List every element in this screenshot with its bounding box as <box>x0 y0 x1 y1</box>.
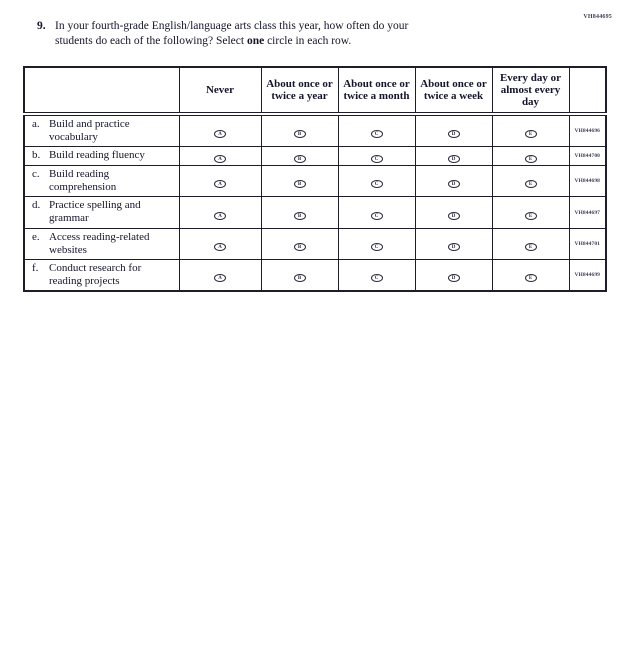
cell-every-day <box>492 229 569 260</box>
row-letter: c. <box>32 168 40 180</box>
header-empty-label-cell <box>24 67 179 114</box>
row-letter: d. <box>32 199 41 211</box>
header-col-week: About once or twice a week <box>415 67 492 114</box>
answer-bubble-every-day[interactable]: E <box>525 155 537 163</box>
row-accession-code: VH844698 <box>569 166 606 197</box>
table-row <box>24 114 606 147</box>
cell-once-twice-month <box>338 260 415 292</box>
answer-bubble-never[interactable]: A <box>214 243 226 251</box>
answer-bubble-never[interactable]: A <box>214 155 226 163</box>
cell-once-twice-week <box>415 147 492 166</box>
answer-bubble-month[interactable]: C <box>371 180 383 188</box>
cell-once-twice-week <box>415 260 492 292</box>
row-label-cell <box>24 147 179 166</box>
row-accession-code: VH844696 <box>569 114 606 147</box>
question-line2-bold: one <box>246 34 265 47</box>
cell-once-twice-month <box>338 166 415 197</box>
table-row <box>24 260 606 292</box>
cell-every-day <box>492 260 569 292</box>
question-line1: In your fourth-grade English/language arts class this year, how often do your <box>55 20 409 32</box>
cell-once-twice-year <box>261 229 338 260</box>
answer-bubble-never[interactable]: A <box>214 180 226 188</box>
answer-bubble-week[interactable]: D <box>448 212 460 220</box>
cell-never <box>179 147 261 166</box>
question-block <box>37 19 557 48</box>
answer-bubble-month[interactable]: C <box>371 212 383 220</box>
answer-bubble-every-day[interactable]: E <box>525 274 537 282</box>
cell-every-day <box>492 197 569 229</box>
row-accession-code: VH844699 <box>569 260 606 292</box>
answer-bubble-week[interactable]: D <box>448 155 460 163</box>
row-letter: f. <box>32 262 39 274</box>
answer-bubble-every-day[interactable]: E <box>525 243 537 251</box>
answer-bubble-year[interactable]: B <box>294 130 306 138</box>
row-label: Build reading fluency <box>49 149 145 161</box>
header-empty-code-cell <box>569 67 606 114</box>
row-label: Practice spelling and grammar <box>49 199 141 224</box>
answer-bubble-every-day[interactable]: E <box>525 212 537 220</box>
cell-once-twice-year <box>261 197 338 229</box>
row-label-cell <box>24 114 179 147</box>
table-row <box>24 166 606 197</box>
header-col-month: About once or twice a month <box>338 67 415 114</box>
answer-bubble-never[interactable]: A <box>214 130 226 138</box>
answer-bubble-week[interactable]: D <box>448 274 460 282</box>
answer-bubble-month[interactable]: C <box>371 274 383 282</box>
row-letter: b. <box>32 149 41 161</box>
answer-bubble-year[interactable]: B <box>294 180 306 188</box>
question-number: 9. <box>37 20 46 32</box>
cell-once-twice-week <box>415 166 492 197</box>
row-label: Conduct research for reading projects <box>49 262 142 287</box>
answer-bubble-week[interactable]: D <box>448 130 460 138</box>
answer-bubble-year[interactable]: B <box>294 212 306 220</box>
cell-once-twice-week <box>415 197 492 229</box>
cell-every-day <box>492 114 569 147</box>
cell-once-twice-year <box>261 114 338 147</box>
answer-bubble-never[interactable]: A <box>214 274 226 282</box>
cell-never <box>179 260 261 292</box>
cell-once-twice-week <box>415 114 492 147</box>
cell-every-day <box>492 166 569 197</box>
cell-never <box>179 114 261 147</box>
row-label: Build and practice vocabulary <box>49 118 130 143</box>
answer-bubble-month[interactable]: C <box>371 155 383 163</box>
cell-never <box>179 166 261 197</box>
table-row <box>24 229 606 260</box>
cell-once-twice-month <box>338 147 415 166</box>
row-label: Build reading comprehension <box>49 168 117 193</box>
row-label: Access reading-related websites <box>49 231 150 256</box>
row-letter: a. <box>32 118 40 130</box>
row-accession-code: VH844697 <box>569 197 606 229</box>
row-label-cell <box>24 229 179 260</box>
answer-bubble-every-day[interactable]: E <box>525 130 537 138</box>
answer-bubble-year[interactable]: B <box>294 274 306 282</box>
row-label-cell <box>24 260 179 292</box>
cell-once-twice-year <box>261 260 338 292</box>
answer-bubble-never[interactable]: A <box>214 212 226 220</box>
cell-once-twice-month <box>338 114 415 147</box>
cell-once-twice-year <box>261 147 338 166</box>
cell-once-twice-month <box>338 197 415 229</box>
row-label-cell <box>24 197 179 229</box>
item-accession-code: VH844695 <box>583 14 612 20</box>
cell-never <box>179 229 261 260</box>
table-row <box>24 197 606 229</box>
answer-bubble-month[interactable]: C <box>371 243 383 251</box>
question-line2-after: circle in each row. <box>264 34 352 47</box>
cell-once-twice-week <box>415 229 492 260</box>
cell-once-twice-year <box>261 166 338 197</box>
answer-bubble-year[interactable]: B <box>294 243 306 251</box>
row-accession-code: VH844700 <box>569 147 606 166</box>
answer-bubble-week[interactable]: D <box>448 180 460 188</box>
cell-once-twice-month <box>338 229 415 260</box>
header-col-never: Never <box>179 67 261 114</box>
answer-bubble-month[interactable]: C <box>371 130 383 138</box>
header-col-year: About once or twice a year <box>261 67 338 114</box>
header-row <box>24 67 606 114</box>
cell-never <box>179 197 261 229</box>
row-label-cell <box>24 166 179 197</box>
row-letter: e. <box>32 231 40 243</box>
response-matrix-table <box>23 66 607 292</box>
answer-bubble-every-day[interactable]: E <box>525 180 537 188</box>
cell-every-day <box>492 147 569 166</box>
table-row <box>24 147 606 166</box>
question-text <box>55 19 408 48</box>
row-accession-code: VH844701 <box>569 229 606 260</box>
question-line2-before: students do each of the following? Select <box>55 34 247 47</box>
answer-bubble-week[interactable]: D <box>448 243 460 251</box>
answer-bubble-year[interactable]: B <box>294 155 306 163</box>
header-col-every-day: Every day or almost every day <box>492 67 569 114</box>
